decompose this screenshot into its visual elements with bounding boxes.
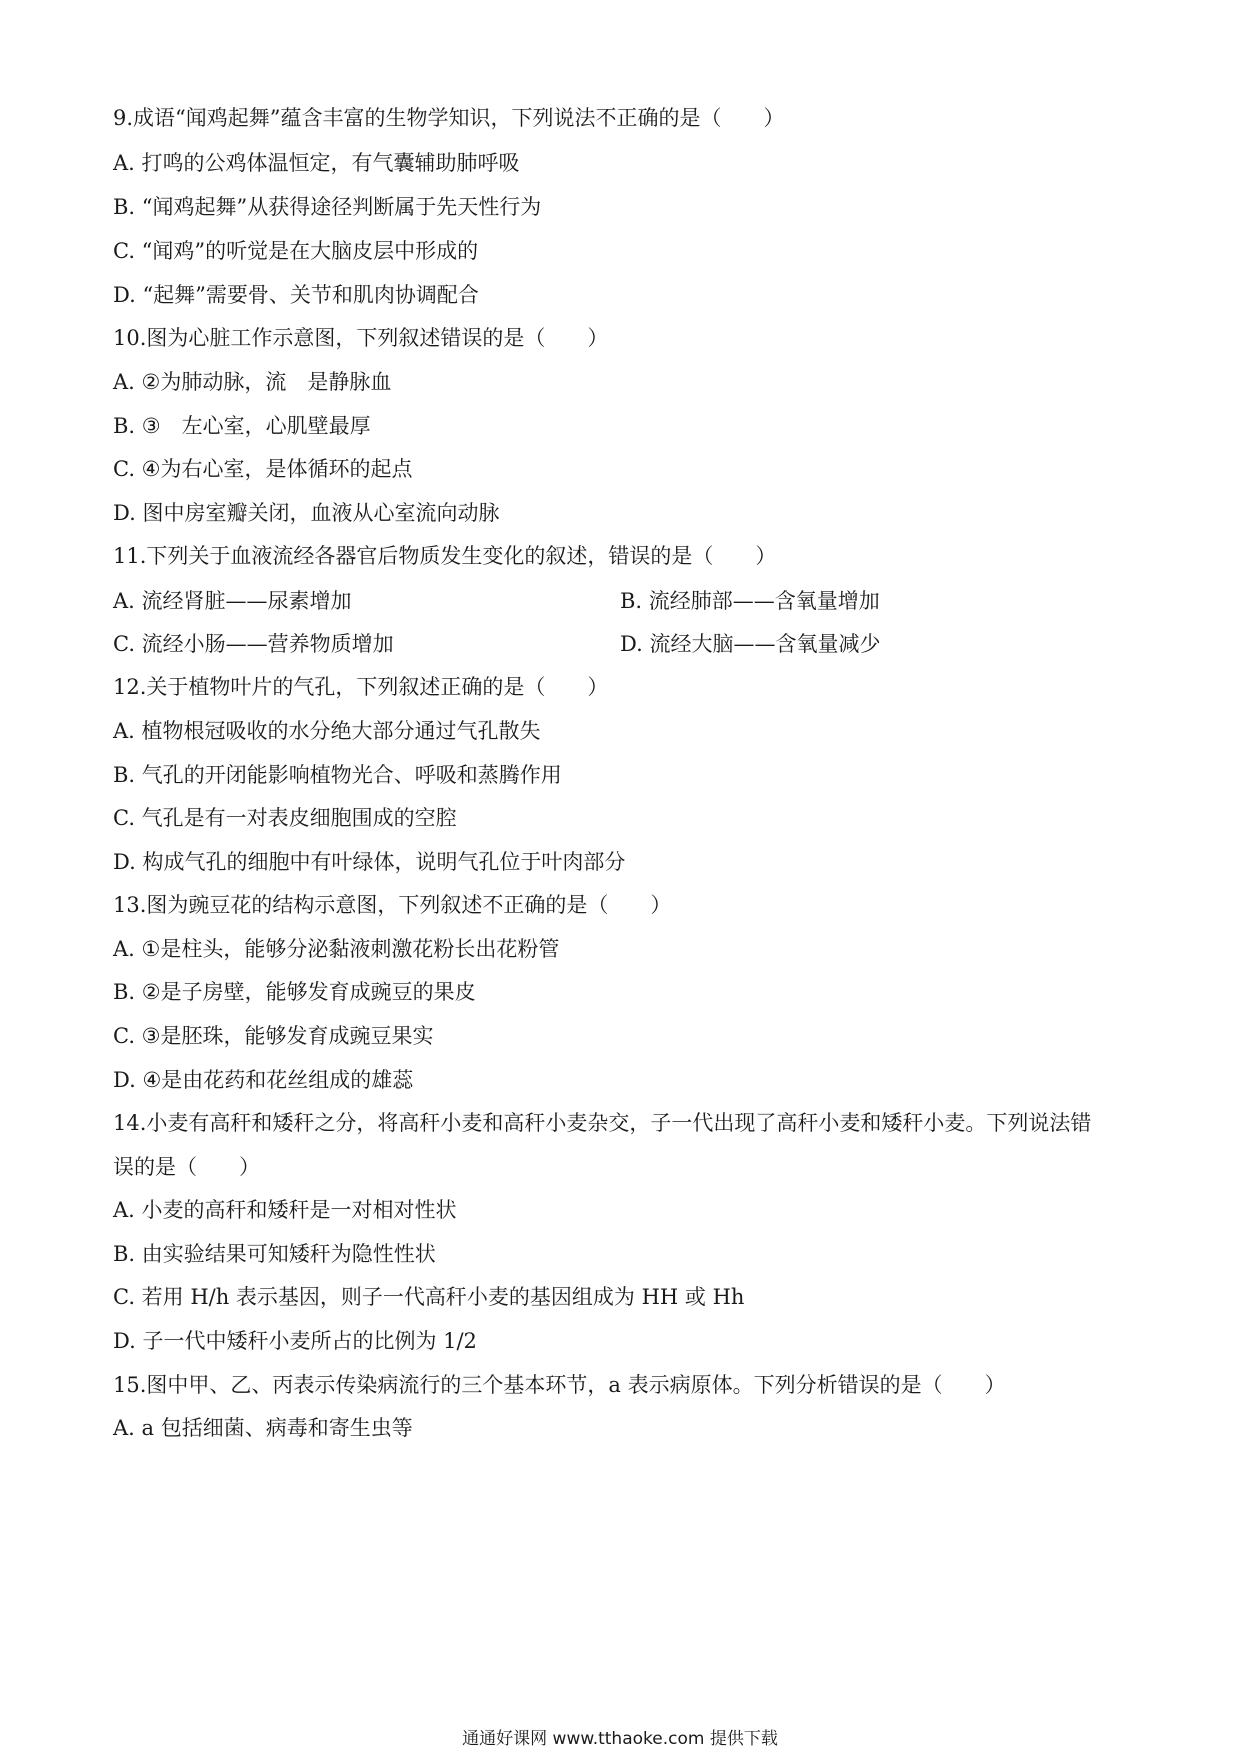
question-13-stem: 13.图为豌豆花的结构示意图，下列叙述不正确的是（ ）: [113, 893, 672, 917]
question-10-option-b: B. ③ 左心室，心肌壁最厚: [113, 414, 371, 438]
question-14-stem-line-1: 14.小麦有高秆和矮秆之分，将高秆小麦和高秆小麦杂交，子一代出现了高秆小麦和矮秆小麦。下列说法错: [113, 1111, 1092, 1135]
question-12-stem: 12.关于植物叶片的气孔，下列叙述正确的是（ ）: [113, 675, 609, 699]
question-11-option-d: D. 流经大脑——含氧量减少: [620, 632, 881, 656]
question-14-option-d: D. 子一代中矮秆小麦所占的比例为 1/2: [113, 1329, 477, 1353]
question-14-option-c: C. 若用 H/h 表示基因，则子一代高秆小麦的基因组成为 HH 或 Hh: [113, 1285, 745, 1309]
question-13-option-d: D. ④是由花药和花丝组成的雄蕊: [113, 1068, 414, 1092]
question-12-option-d: D. 构成气孔的细胞中有叶绿体，说明气孔位于叶肉部分: [113, 850, 626, 874]
question-14-option-a: A. 小麦的高秆和矮秆是一对相对性状: [113, 1198, 457, 1222]
question-11-option-c: C. 流经小肠——营养物质增加: [113, 632, 394, 656]
question-12-option-c: C. 气孔是有一对表皮细胞围成的空腔: [113, 806, 457, 830]
question-10-stem: 10.图为心脏工作示意图，下列叙述错误的是（ ）: [113, 326, 609, 350]
page-footer: 通通好课网 www.tthaoke.com 提供下载: [462, 1729, 778, 1749]
question-10-option-d: D. 图中房室瓣关闭，血液从心室流向动脉: [113, 501, 500, 525]
question-13-option-a: A. ①是柱头，能够分泌黏液刺激花粉长出花粉管: [113, 937, 560, 961]
question-9-option-b: B. “闻鸡起舞”从获得途径判断属于先天性行为: [113, 195, 542, 219]
question-14-option-b: B. 由实验结果可知矮秆为隐性性状: [113, 1242, 436, 1266]
question-9-stem: 9.成语“闻鸡起舞”蕴含丰富的生物学知识，下列说法不正确的是（ ）: [113, 106, 785, 130]
question-12-option-b: B. 气孔的开闭能影响植物光合、呼吸和蒸腾作用: [113, 763, 562, 787]
question-9-option-c: C. “闻鸡”的听觉是在大脑皮层中形成的: [113, 239, 479, 263]
question-13-option-b: B. ②是子房壁，能够发育成豌豆的果皮: [113, 980, 476, 1004]
question-11-option-a: A. 流经肾脏——尿素增加: [113, 589, 352, 613]
question-14-stem-line-2: 误的是（ ）: [113, 1155, 260, 1179]
question-11-stem: 11.下列关于血液流经各器官后物质发生变化的叙述，错误的是（ ）: [113, 544, 777, 568]
question-13-option-c: C. ③是胚珠，能够发育成豌豆果实: [113, 1024, 434, 1048]
question-9-option-d: D. “起舞”需要骨、关节和肌肉协调配合: [113, 283, 479, 307]
question-12-option-a: A. 植物根冠吸收的水分绝大部分通过气孔散失: [113, 719, 541, 743]
question-15-stem: 15.图中甲、乙、丙表示传染病流行的三个基本环节，a 表示病原体。下列分析错误的是（ ）: [113, 1373, 1006, 1397]
question-10-option-c: C. ④为右心室，是体循环的起点: [113, 457, 413, 481]
question-10-option-a: A. ②为肺动脉，流 是静脉血: [113, 370, 392, 394]
question-9-option-a: A. 打鸣的公鸡体温恒定，有气囊辅助肺呼吸: [113, 151, 520, 175]
question-11-option-b: B. 流经肺部——含氧量增加: [620, 589, 880, 613]
question-15-option-a: A. a 包括细菌、病毒和寄生虫等: [113, 1416, 413, 1440]
